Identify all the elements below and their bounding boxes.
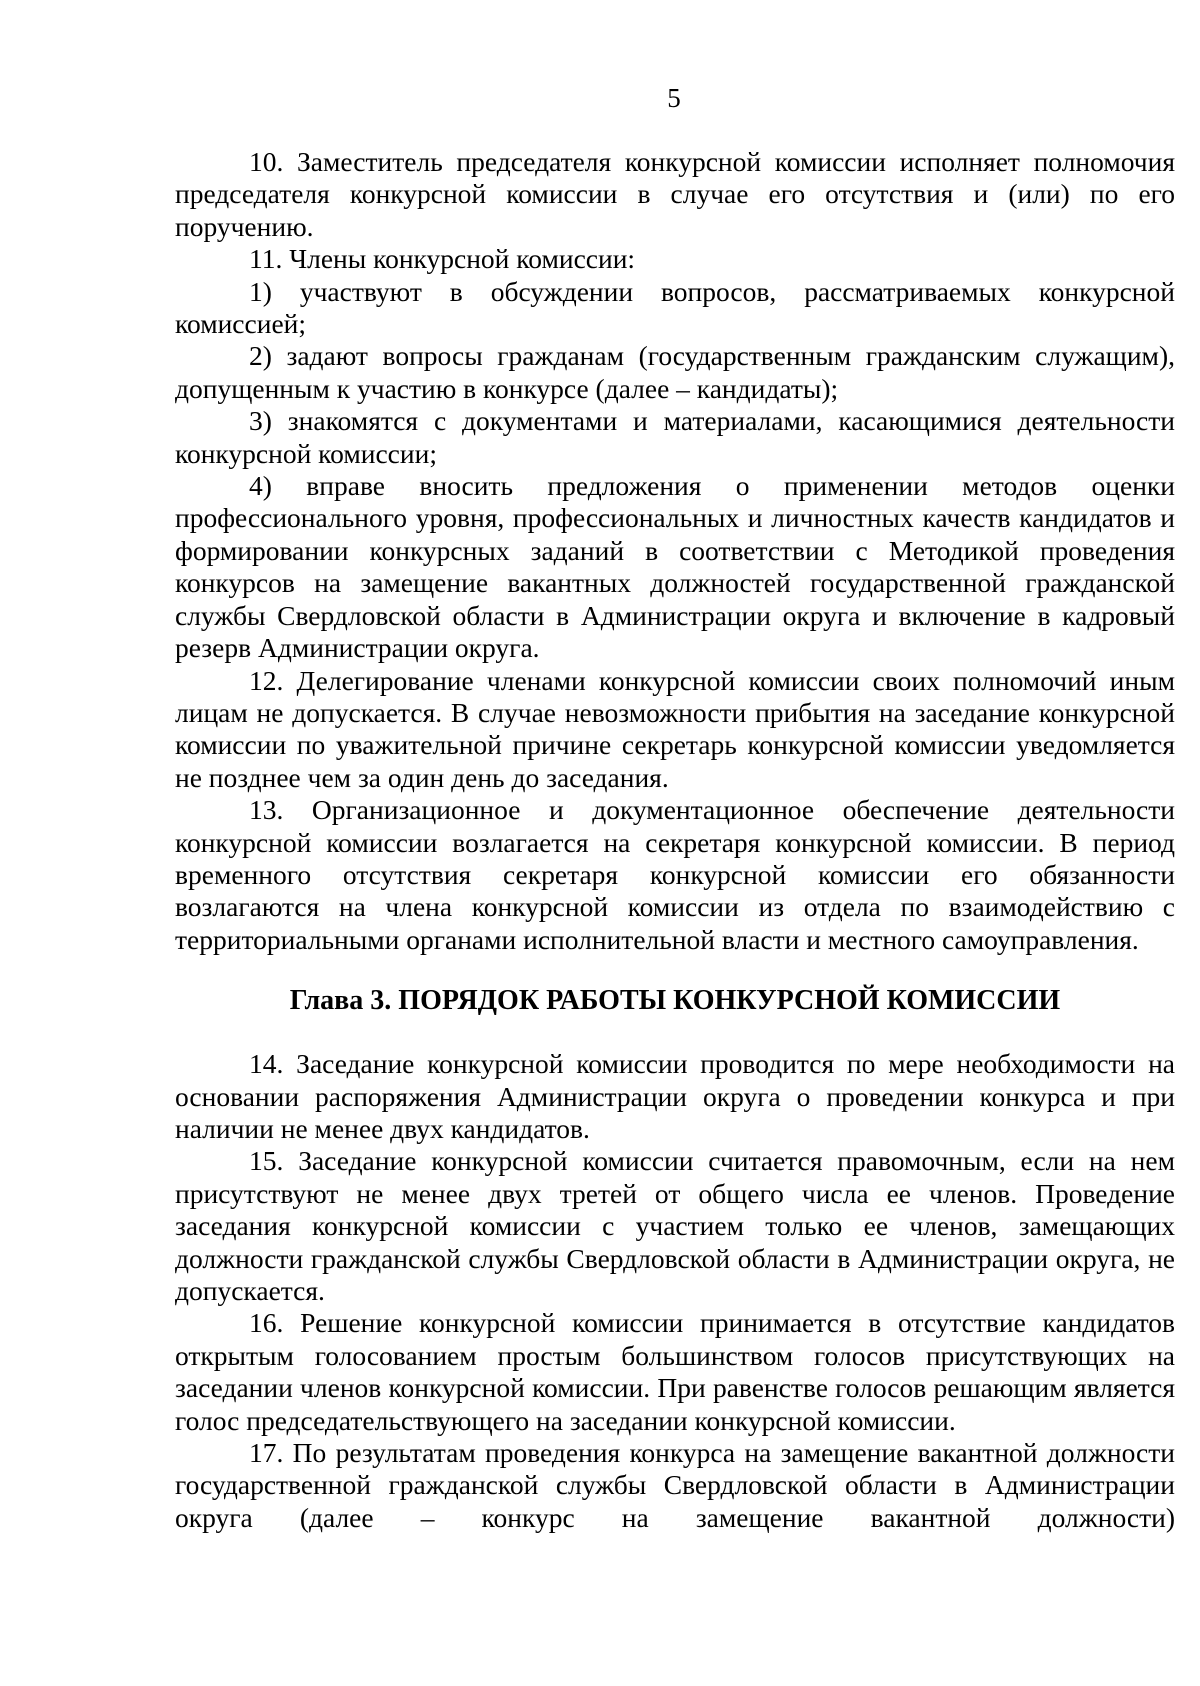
paragraph-14: 14. Заседание конкурсной комиссии проводится по мере необходимости на основании распоряжения Администрации округа о проведении конкурса и при наличии не менее двух кандидатов. bbox=[175, 1048, 1175, 1144]
paragraph-11-item-1: 1) участвуют в обсуждении вопросов, рассматриваемых конкурсной комиссией; bbox=[175, 275, 1175, 340]
chapter-heading: Глава 3. ПОРЯДОК РАБОТЫ КОНКУРСНОЙ КОМИССИИ bbox=[289, 985, 1061, 1017]
paragraph-17: 17. По результатам проведения конкурса на замещение вакантной должности государственной гражданской службы Свердловской области в Администрации округа (далее – конкурс на замещение вакантной должности) bbox=[175, 1437, 1175, 1533]
paragraph-11: 11. Члены конкурсной комиссии: bbox=[249, 243, 636, 275]
paragraph-13: 13. Организационное и документационное обеспечение деятельности конкурсной комиссии возлагается на секретаря конкурсной комиссии. В период временного отсутствия секретаря конкурсной комиссии его обязанности возлагаются на члена конкурсной комиссии из отдела по взаимодействию с территориальными органами исполнительной власти и местного самоуправления. bbox=[175, 794, 1175, 955]
paragraph-11-item-2: 2) задают вопросы гражданам (государственным гражданским служащим), допущенным к участию в конкурсе (далее – кандидаты); bbox=[175, 340, 1175, 404]
paragraph-15: 15. Заседание конкурсной комиссии считается правомочным, если на нем присутствуют не менее двух третей от общего числа ее членов. Проведение заседания конкурсной комиссии с участием только ее членов, замещающих должности гражданской службы Свердловской области в Администрации округа, не допускается. bbox=[175, 1145, 1175, 1306]
paragraph-11-item-4: 4) вправе вносить предложения о применении методов оценки профессионального уровня, профессиональных и личностных качеств кандидатов и формировании конкурсных заданий в соответствии с Методикой проведения конкурсов на замещение вакантных должностей государственной гражданской службы Свердловской области в Администрации округа и включение в кадровый резерв Администрации округа. bbox=[175, 470, 1175, 664]
paragraph-16: 16. Решение конкурсной комиссии принимается в отсутствие кандидатов открытым голосованием простым большинством голосов присутствующих на заседании членов конкурсной комиссии. При равенстве голосов решающим является голос председательствующего на заседании конкурсной комиссии. bbox=[175, 1307, 1175, 1436]
document-body bbox=[175, 146, 1175, 1534]
page-number: 5 bbox=[667, 83, 681, 113]
paragraph-10: 10. Заместитель председателя конкурсной комиссии исполняет полномочия председателя конкурсной комиссии в случае его отсутствия и (или) по его поручению. bbox=[175, 146, 1175, 242]
paragraph-11-item-3: 3) знакомятся с документами и материалами, касающимися деятельности конкурсной комиссии; bbox=[175, 405, 1175, 469]
paragraph-12: 12. Делегирование членами конкурсной комиссии своих полномочий иным лицам не допускается. В случае невозможности прибытия на заседание конкурсной комиссии по уважительной причине секретарь конкурсной комиссии уведомляется не позднее чем за один день до заседания. bbox=[175, 664, 1175, 793]
